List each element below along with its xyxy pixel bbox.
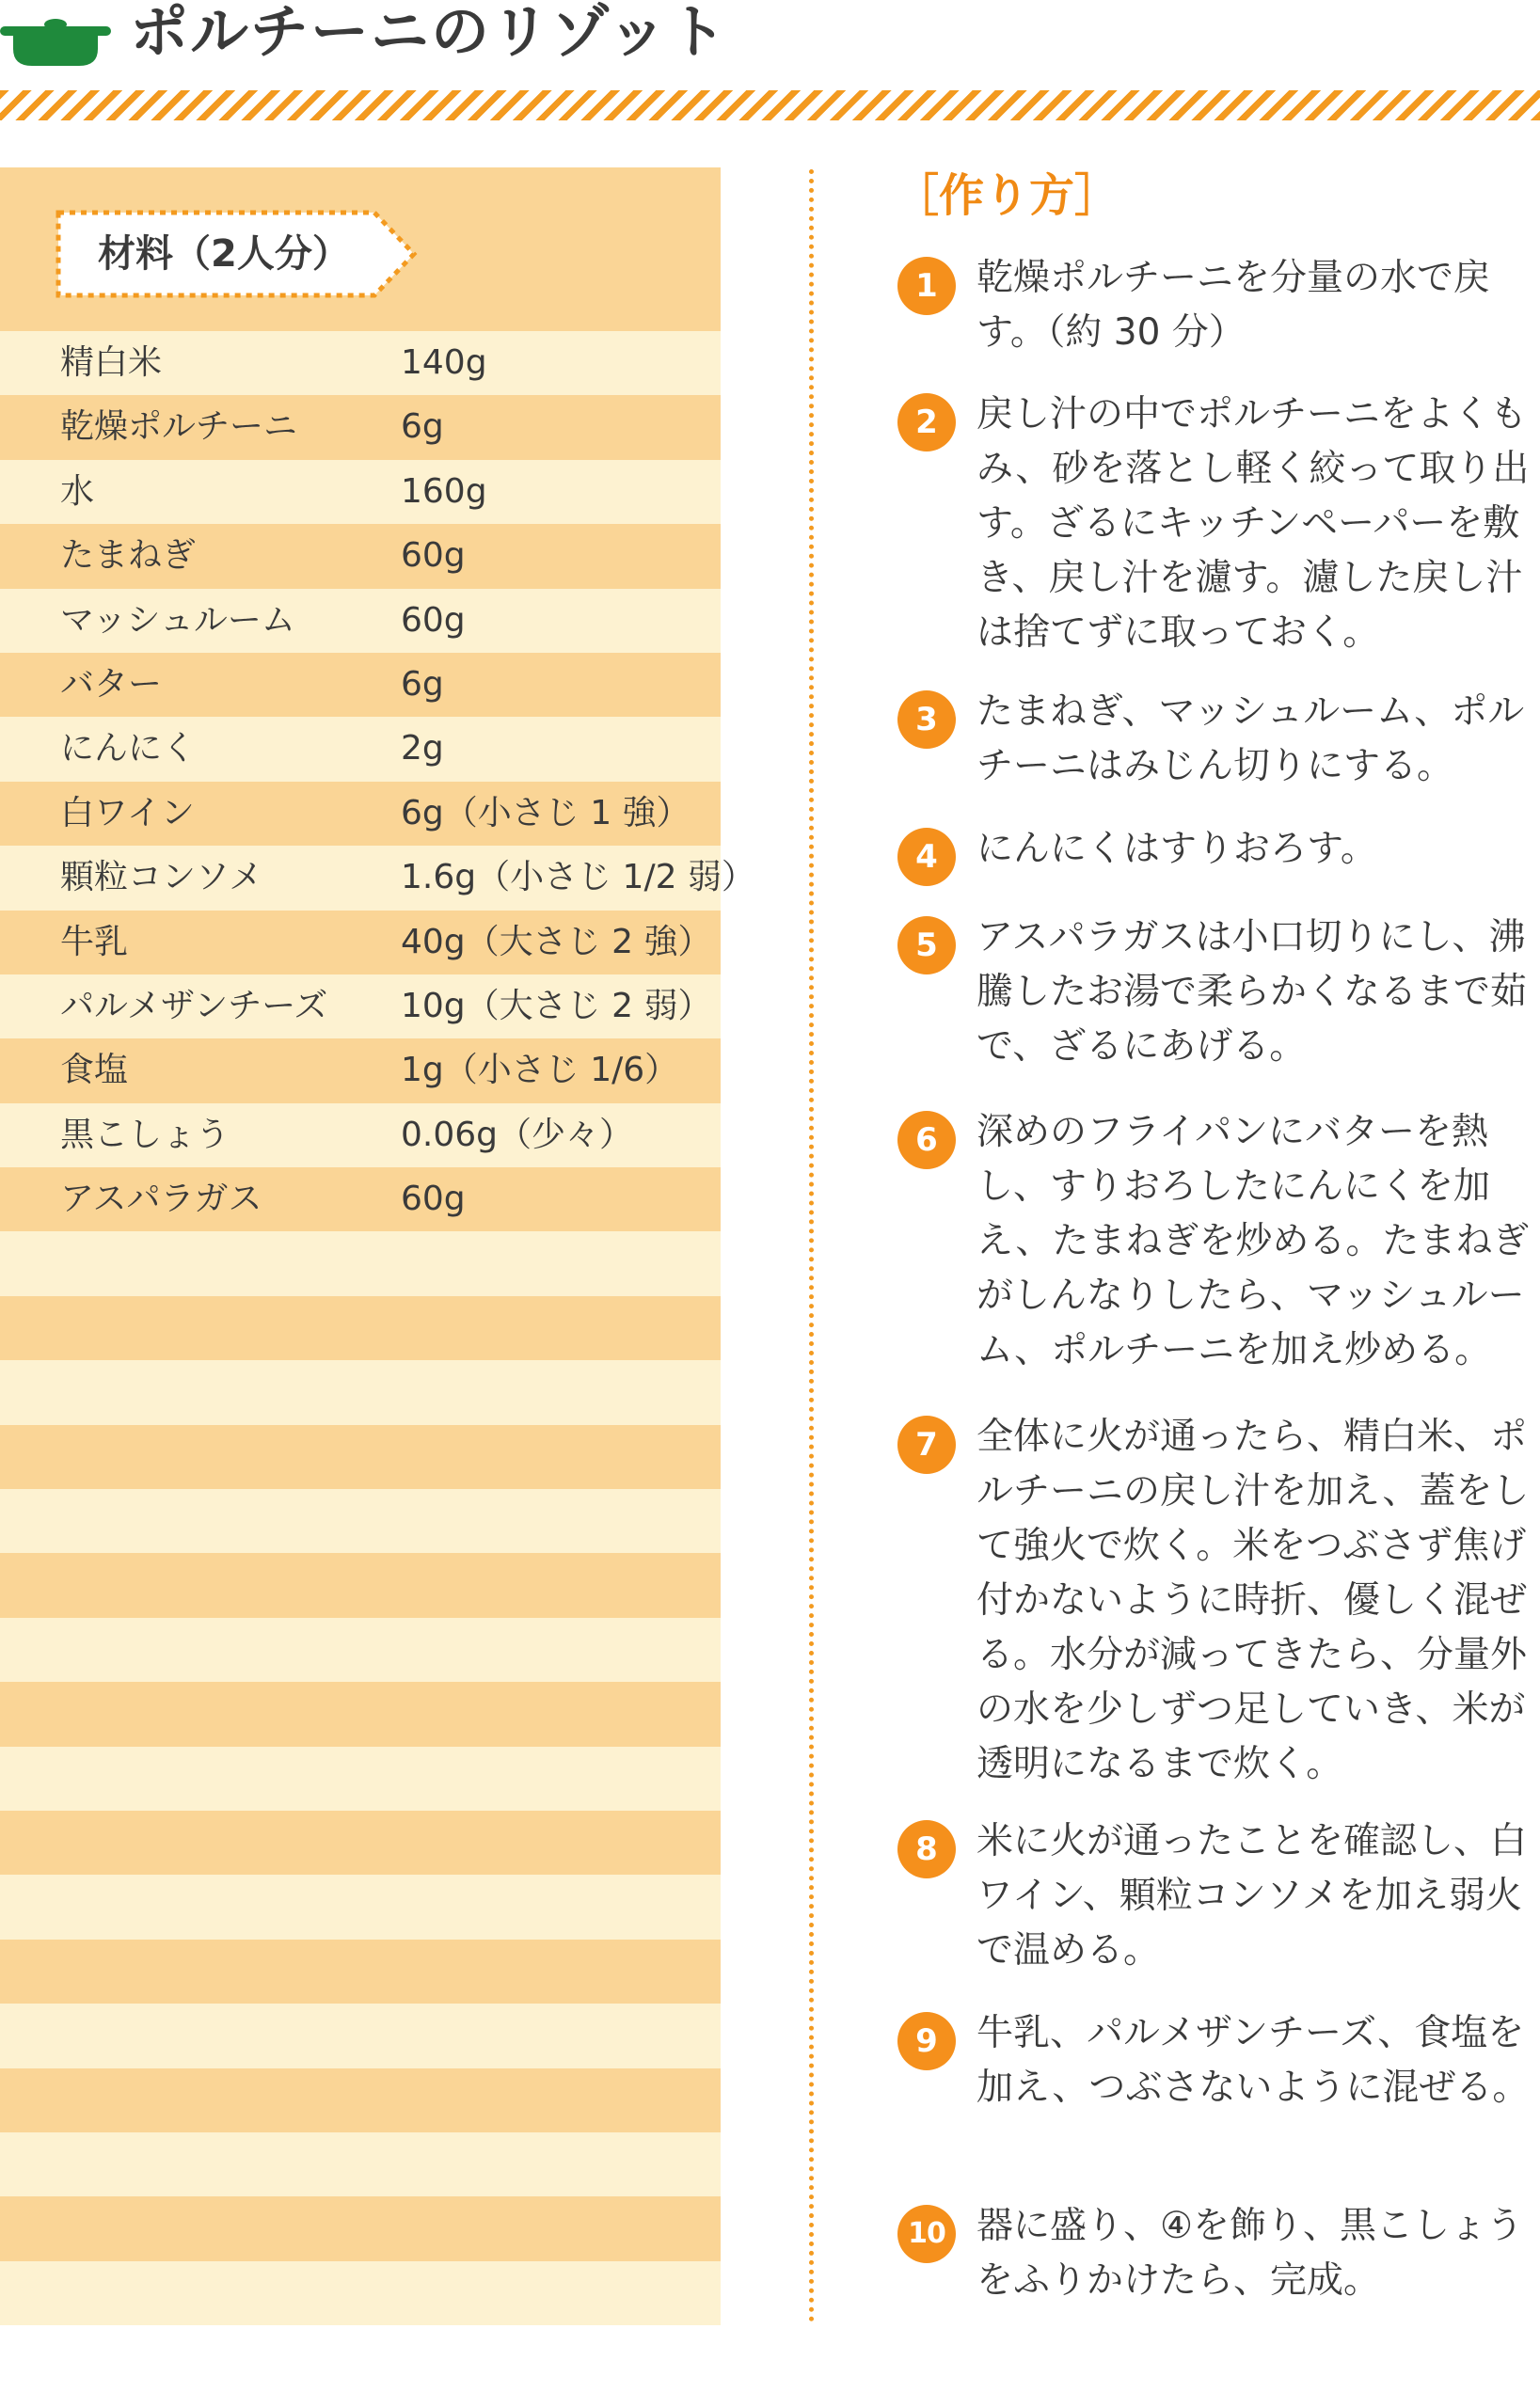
- step-text: 乾燥ポルチーニを分量の水で戻す。（約 30 分）: [976, 257, 1491, 354]
- ingredient-name: 牛乳: [60, 922, 129, 961]
- step-number-badge: 7: [897, 1416, 956, 1474]
- ingredient-row: [0, 974, 721, 1038]
- ingredient-amount: 40g（大さじ 2 強）: [401, 922, 712, 961]
- step-number-badge: 9: [897, 2012, 956, 2070]
- stripe-divider: [0, 90, 1540, 120]
- ingredient-name: 水: [60, 471, 95, 511]
- empty-row: [0, 1940, 721, 2004]
- ingredient-name: 顆粒コンソメ: [60, 858, 263, 897]
- empty-row: [0, 1553, 721, 1617]
- step-number-badge: 1: [897, 257, 956, 315]
- ingredient-name: 乾燥ポルチーニ: [60, 407, 298, 447]
- ingredient-amount: 60g: [401, 600, 466, 640]
- step-text: 全体に火が通ったら、精白米、ポルチーニの戻し汁を加え、蓋をして強火で炊く。米をつぶさず焦げ付かないように時折、優しく混ぜる。水分が減ってきたら、分量外の水を少しずつ足していき、米が透明になるまで炊く。: [976, 1416, 1530, 1785]
- empty-row: [0, 2068, 721, 2132]
- step-number-badge: 10: [897, 2205, 956, 2263]
- step-text: にんにくはすりおろす。: [976, 828, 1377, 870]
- ingredient-name: マッシュルーム: [60, 600, 295, 640]
- empty-row: [0, 1296, 721, 1360]
- ingredient-amount: 0.06g（少々）: [401, 1115, 634, 1154]
- step-text: 器に盛り、④を飾り、黒こしょうをふりかけたら、完成。: [976, 2205, 1523, 2302]
- ingredient-row: [0, 717, 721, 781]
- ingredient-amount: 140g: [401, 343, 487, 382]
- pot-icon: [0, 6, 111, 68]
- ingredient-name: たまねぎ: [60, 536, 197, 576]
- empty-row: [0, 1618, 721, 1682]
- ingredient-row: [0, 1038, 721, 1102]
- empty-row: [0, 2004, 721, 2067]
- ingredient-row: [0, 653, 721, 717]
- ingredient-row: [0, 911, 721, 974]
- step-text: たまねぎ、マッシュルーム、ポルチーニはみじん切りにする。: [976, 690, 1525, 787]
- empty-row: [0, 1811, 721, 1875]
- ingredient-name: アスパラガス: [60, 1180, 262, 1219]
- ingredients-header: [0, 167, 721, 331]
- ingredient-row: [0, 331, 721, 395]
- step-number-badge: 6: [897, 1111, 956, 1169]
- ingredient-row: [0, 395, 721, 459]
- ingredient-row: [0, 782, 721, 846]
- step-number-badge: 4: [897, 828, 956, 886]
- method-heading: ［作り方］: [894, 169, 1120, 222]
- ingredient-row: [0, 524, 721, 588]
- ingredient-amount: 1g（小さじ 1/6）: [401, 1051, 679, 1090]
- ingredient-amount: 1.6g（小さじ 1/2 弱）: [401, 858, 755, 897]
- ingredient-name: バター: [60, 664, 163, 704]
- page-title: ポルチーニのリゾット: [130, 0, 729, 66]
- step-number-badge: 2: [897, 393, 956, 452]
- ingredient-name: 食塩: [60, 1051, 129, 1090]
- empty-row: [0, 2261, 721, 2325]
- ingredients-panel: [0, 167, 755, 2325]
- ingredient-row: [0, 1167, 721, 1231]
- empty-row: [0, 1425, 721, 1489]
- ingredient-row: [0, 589, 721, 653]
- ingredient-row: [0, 1103, 721, 1167]
- step-text: 米に火が通ったことを確認し、白ワイン、顆粒コンソメを加え弱火で温める。: [976, 1820, 1528, 1972]
- empty-row: [0, 1489, 721, 1553]
- title-bar: [0, 0, 1540, 122]
- ingredient-amount: 2g: [401, 729, 444, 768]
- step-text: 深めのフライパンにバターを熱し、すりおろしたにんにくを加え、たまねぎを炒める。たまねぎがしんなりしたら、マッシュルーム、ポルチーニを加え炒める。: [976, 1111, 1530, 1371]
- ingredient-amount: 60g: [401, 536, 466, 576]
- column-divider: [809, 169, 814, 2323]
- empty-row: [0, 1682, 721, 1746]
- ingredient-amount: 60g: [401, 1180, 466, 1219]
- ingredient-amount: 160g: [401, 471, 487, 511]
- ingredients-list: [0, 331, 755, 2325]
- step-text: アスパラガスは小口切りにし、沸騰したお湯で柔らかくなるまで茹で、ざるにあげる。: [976, 916, 1528, 1068]
- step-text: 牛乳、パルメザンチーズ、食塩を加え、つぶさないように混ぜる。: [976, 2012, 1530, 2109]
- ingredients-heading: 材料（2人分）: [98, 232, 350, 276]
- empty-row: [0, 2132, 721, 2196]
- ingredient-row: [0, 846, 755, 910]
- ingredients-tag: [55, 209, 418, 299]
- ingredient-amount: 6g: [401, 664, 444, 704]
- step-text: 戻し汁の中でポルチーニをよくもみ、砂を落とし軽く絞って取り出す。ざるにキッチンペーパーを敷き、戻し汁を濾す。濾した戻し汁は捨てずに取っておく。: [976, 393, 1530, 654]
- ingredient-name: にんにく: [60, 729, 197, 768]
- empty-row: [0, 1231, 721, 1295]
- empty-row: [0, 1875, 721, 1939]
- empty-row: [0, 2196, 721, 2260]
- ingredient-amount: 6g（小さじ 1 強）: [401, 793, 691, 832]
- step-number-badge: 3: [897, 690, 956, 749]
- ingredient-row: [0, 460, 721, 524]
- step-number-badge: 5: [897, 916, 956, 974]
- ingredient-name: 精白米: [60, 343, 163, 382]
- empty-row: [0, 1747, 721, 1811]
- empty-row: [0, 1360, 721, 1424]
- ingredient-name: 黒こしょう: [60, 1115, 230, 1154]
- ingredient-amount: 6g: [401, 407, 444, 447]
- ingredient-amount: 10g（大さじ 2 弱）: [401, 986, 712, 1025]
- step-number-badge: 8: [897, 1820, 956, 1878]
- ingredient-name: 白ワイン: [60, 793, 195, 832]
- ingredient-name: パルメザンチーズ: [60, 986, 328, 1025]
